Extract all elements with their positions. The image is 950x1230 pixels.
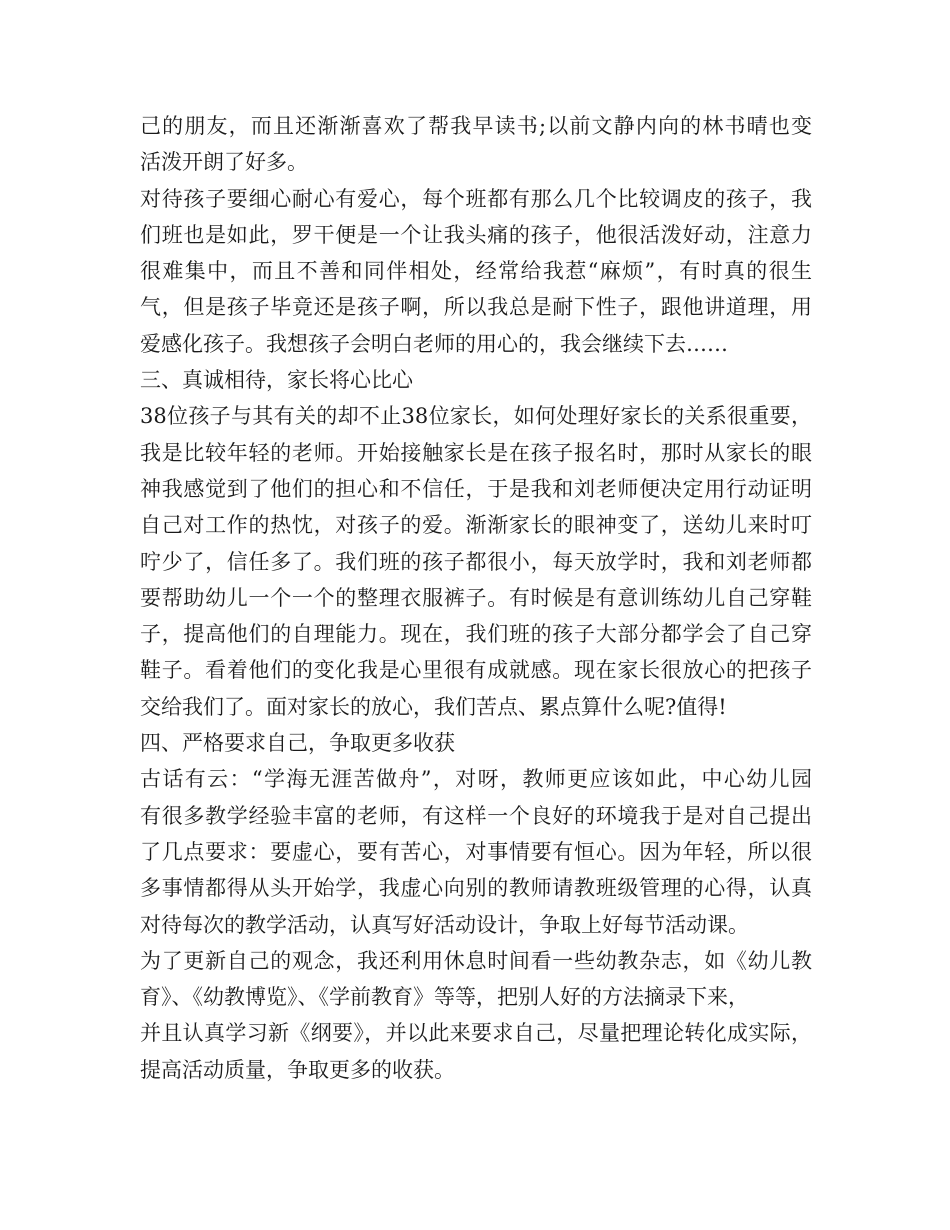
body-line: 育》、《幼教博览》、《学前教育》等等，把别人好的方法摘录下来，	[140, 985, 749, 1010]
body-line: 对待孩子要细心耐心有爱心，每个班都有那么几个比较调皮的孩子，我	[140, 186, 812, 211]
body-line: 们班也是如此，罗干便是一个让我头痛的孩子，他很活泼好动，注意力	[140, 222, 812, 247]
body-line: 要帮助幼儿一个一个的整理衣服裤子。有时候是有意训练幼儿自己穿鞋	[140, 585, 812, 610]
document-body	[140, 108, 812, 1088]
body-line: 神我感觉到了他们的担心和不信任，于是我和刘老师便决定用行动证明	[140, 476, 812, 501]
body-line: 古话有云：“学海无涯苦做舟”，对呀，教师更应该如此，中心幼儿园	[140, 767, 812, 792]
body-line: 提高活动质量，争取更多的收获。	[140, 1057, 455, 1082]
body-line: 并且认真学习新《纲要》，并以此来要求自己，尽量把理论转化成实际，	[140, 1021, 812, 1046]
body-line: 子，提高他们的自理能力。现在，我们班的孩子大部分都学会了自己穿	[140, 622, 812, 647]
body-line: 自己对工作的热忱，对孩子的爱。渐渐家长的眼神变了，送幼儿来时叮	[140, 513, 812, 538]
body-line: 多事情都得从头开始学，我虚心向别的教师请教班级管理的心得，认真	[140, 876, 812, 901]
body-line: 鞋子。看着他们的变化我是心里很有成就感。现在家长很放心的把孩子	[140, 658, 812, 683]
body-line: 对待每次的教学活动，认真写好活动设计，争取上好每节活动课。	[140, 912, 749, 937]
body-line: 38位孩子与其有关的却不止38位家长，如何处理好家长的关系很重要，	[140, 404, 812, 429]
body-line: 活泼开朗了好多。	[140, 150, 308, 175]
body-line: 爱感化孩子。我想孩子会明白老师的用心的，我会继续下去……	[140, 331, 728, 356]
body-line: 我是比较年轻的老师。开始接触家长是在孩子报名时，那时从家长的眼	[140, 440, 812, 465]
body-line: 交给我们了。面对家长的放心，我们苦点、累点算什么呢?值得!	[140, 694, 727, 719]
body-line: 有很多教学经验丰富的老师，有这样一个良好的环境我于是对自己提出	[140, 803, 812, 828]
body-line: 为了更新自己的观念，我还利用休息时间看一些幼教杂志，如《幼儿教	[140, 948, 812, 973]
body-line: 咛少了，信任多了。我们班的孩子都很小，每天放学时，我和刘老师都	[140, 549, 812, 574]
section-heading: 三、真诚相待，家长将心比心	[140, 368, 413, 393]
body-line: 气，但是孩子毕竟还是孩子啊，所以我总是耐下性子，跟他讲道理，用	[140, 295, 812, 320]
body-line: 了几点要求：要虚心，要有苦心，对事情要有恒心。因为年轻，所以很	[140, 839, 812, 864]
body-line: 己的朋友，而且还渐渐喜欢了帮我早读书;以前文静内向的林书晴也变	[140, 114, 812, 138]
section-heading: 四、严格要求自己，争取更多收获	[140, 731, 455, 756]
body-line: 很难集中，而且不善和同伴相处，经常给我惹“麻烦”，有时真的很生	[140, 259, 812, 284]
